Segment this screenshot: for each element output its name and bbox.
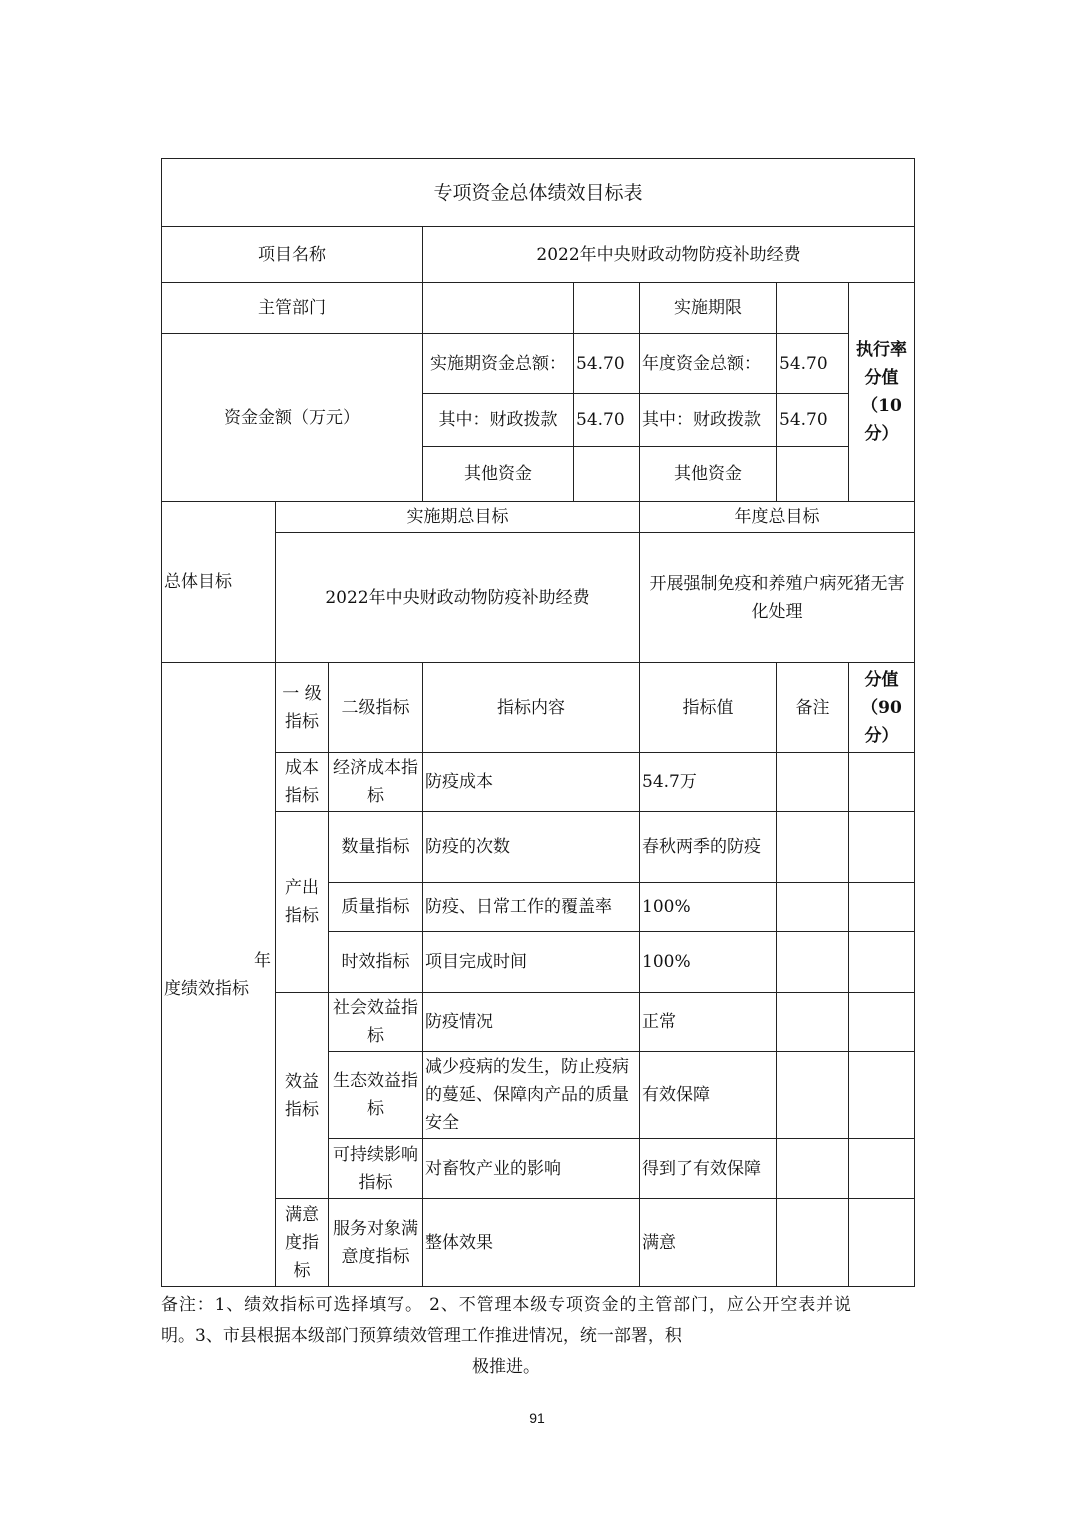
- remark-cell: [777, 1199, 849, 1287]
- score-cell: [849, 1199, 915, 1287]
- level2-quantity: 数量指标: [329, 812, 423, 883]
- overall-goal-label: 总体目标: [162, 502, 276, 663]
- remark-cell: [777, 812, 849, 883]
- score-cell: [849, 753, 915, 812]
- value-satisfied: 满意: [640, 1199, 777, 1287]
- funds-fiscal-label: 其中：财政拨款: [423, 394, 574, 447]
- level1-benefit: 效益指标: [276, 993, 329, 1199]
- score-cell: [849, 1052, 915, 1139]
- performance-table-container: [161, 158, 914, 1287]
- score-header: 分值（90分）: [849, 663, 915, 753]
- period-label: 实施期限: [640, 283, 777, 334]
- funds-other-value: [574, 447, 640, 502]
- value-epidemic-cost: 54.7万: [640, 753, 777, 812]
- level1-output: 产出指标: [276, 812, 329, 993]
- value-social: 正常: [640, 993, 777, 1052]
- annual-total-value: 54.70: [777, 334, 849, 394]
- remark-cell: [777, 932, 849, 993]
- annual-fiscal-label: 其中：财政拨款: [640, 394, 777, 447]
- content-ecological: 减少疫病的发生，防止疫病的蔓延、保障肉产品的质量安全: [423, 1052, 640, 1139]
- level2-social: 社会效益指标: [329, 993, 423, 1052]
- remark-header: 备注: [777, 663, 849, 753]
- project-name-value: 2022年中央财政动物防疫补助经费: [423, 227, 915, 283]
- annual-fiscal-value: 54.70: [777, 394, 849, 447]
- annual-other-value: [777, 447, 849, 502]
- dept-value: [423, 283, 574, 334]
- remark-cell: [777, 993, 849, 1052]
- notes-paragraph: [161, 1290, 851, 1383]
- content-overall-effect: 整体效果: [423, 1199, 640, 1287]
- remark-cell: [777, 1139, 849, 1199]
- level1-cost: 成本指标: [276, 753, 329, 812]
- annual-indicators-label-a: 年: [254, 950, 271, 971]
- value-header: 指标值: [640, 663, 777, 753]
- value-ecological: 有效保障: [640, 1052, 777, 1139]
- score-cell: [849, 993, 915, 1052]
- table-title: 专项资金总体绩效目标表: [162, 159, 915, 227]
- value-sustainable: 得到了有效保障: [640, 1139, 777, 1199]
- remark-cell: [777, 1052, 849, 1139]
- value-timeliness: 100%: [640, 932, 777, 993]
- level2-sustainable: 可持续影响指标: [329, 1139, 423, 1199]
- score-cell: [849, 1139, 915, 1199]
- funds-label: 资金金额（万元）: [162, 334, 423, 502]
- funds-total-value: 54.70: [574, 334, 640, 394]
- period-value: [777, 283, 849, 334]
- level1-satisfaction: 满意度指标: [276, 1199, 329, 1287]
- performance-goal-table: [161, 158, 915, 1287]
- level2-ecological: 生态效益指标: [329, 1052, 423, 1139]
- funds-other-label: 其他资金: [423, 447, 574, 502]
- period-goal-header: 实施期总目标: [276, 502, 640, 533]
- content-header: 指标内容: [423, 663, 640, 753]
- content-epidemic-cost: 防疫成本: [423, 753, 640, 812]
- score-cell: [849, 932, 915, 993]
- score-cell: [849, 883, 915, 932]
- annual-goal-text: 开展强制免疫和养殖户病死猪无害化处理: [640, 533, 915, 663]
- level2-header: 二级指标: [329, 663, 423, 753]
- annual-other-label: 其他资金: [640, 447, 777, 502]
- annual-goal-header: 年度总目标: [640, 502, 915, 533]
- annual-total-label: 年度资金总额：: [640, 334, 777, 394]
- level2-quality: 质量指标: [329, 883, 423, 932]
- level2-service-satisfaction: 服务对象满意度指标: [329, 1199, 423, 1287]
- content-timeliness: 项目完成时间: [423, 932, 640, 993]
- dept-value-extra: [574, 283, 640, 334]
- level1-header: 一 级指标: [276, 663, 329, 753]
- content-quality: 防疫、日常工作的覆盖率: [423, 883, 640, 932]
- level2-economic-cost: 经济成本指标: [329, 753, 423, 812]
- period-goal-text: 2022年中央财政动物防疫补助经费: [276, 533, 640, 663]
- content-quantity: 防疫的次数: [423, 812, 640, 883]
- funds-fiscal-value: 54.70: [574, 394, 640, 447]
- annual-indicators-label: [162, 663, 276, 1287]
- notes-line-1: 备注：1、绩效指标可选择填写。 2、不管理本级专项资金的主管部门，应公开空表并说明。3、市县根据本级部门预算绩效管理工作推进情况，统一部署，积: [161, 1295, 851, 1346]
- content-sustainable: 对畜牧产业的影响: [423, 1139, 640, 1199]
- notes-line-2: 极推进。: [472, 1357, 540, 1377]
- remark-cell: [777, 883, 849, 932]
- content-social: 防疫情况: [423, 993, 640, 1052]
- exec-rate-score-label: 执行率分值（10分）: [849, 283, 915, 502]
- score-cell: [849, 812, 915, 883]
- value-quality: 100%: [640, 883, 777, 932]
- dept-label: 主管部门: [162, 283, 423, 334]
- remark-cell: [777, 753, 849, 812]
- value-quantity: 春秋两季的防疫: [640, 812, 777, 883]
- level2-timeliness: 时效指标: [329, 932, 423, 993]
- page-number: 91: [529, 1410, 545, 1426]
- funds-total-label: 实施期资金总额：: [423, 334, 574, 394]
- annual-indicators-label-b: 度绩效指标: [164, 978, 249, 999]
- project-name-label: 项目名称: [162, 227, 423, 283]
